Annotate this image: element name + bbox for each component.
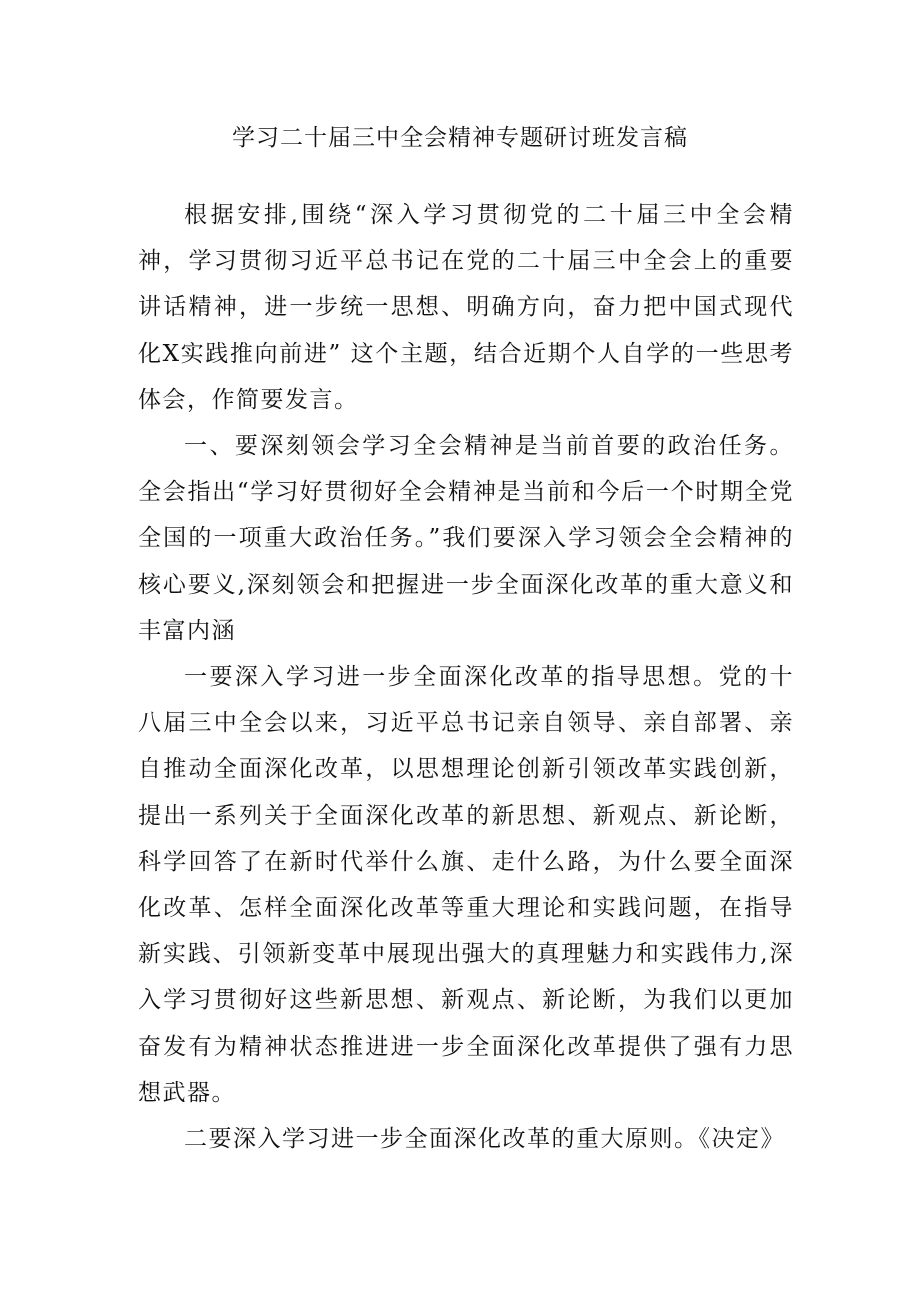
- paragraph-intro: 根据安排,围绕“深入学习贯彻党的二十届三中全会精神，学习贯彻习近平总书记在党的二十届三中全会上的重要讲话精神，进一步统一思想、明确方向，奋力把中国式现代化X实践推向前进” 这个主题，结合近期个人自学的一些思考体会，作简要发言。: [138, 202, 794, 413]
- paragraph-point-2: 二要深入学习进一步全面深化改革的重大原则。《决定》: [184, 1126, 785, 1153]
- paragraph-section-1: 一、要深刻领会学习全会精神是当前首要的政治任务。全会指出“学习好贯彻好全会精神是当前和今后一个时期全党全国的一项重大政治任务。”我们要深入学习领会全会精神的核心要义,深刻领会和把握进一步全面深化改革的重大意义和丰富内涵: [138, 433, 794, 644]
- document-body: [138, 192, 794, 1162]
- paragraph-point-1: 一要深入学习进一步全面深化改革的指导思想。党的十八届三中全会以来，习近平总书记亲自领导、亲自部署、亲自推动全面深化改革，以思想理论创新引领改革实践创新，提出一系列关于全面深化改革的新思想、新观点、新论断，科学回答了在新时代举什么旗、走什么路，为什么要全面深化改革、怎样全面深化改革等重大理论和实践问题，在指导新实践、引领新变革中展现出强大的真理魅力和实践伟力,深入学习贯彻好这些新思想、新观点、新论断，为我们以更加奋发有为精神状态推进进一步全面深化改革提供了强有力思想武器。: [138, 664, 794, 1106]
- document-title: 学习二十届三中全会精神专题研讨班发言稿: [232, 125, 688, 151]
